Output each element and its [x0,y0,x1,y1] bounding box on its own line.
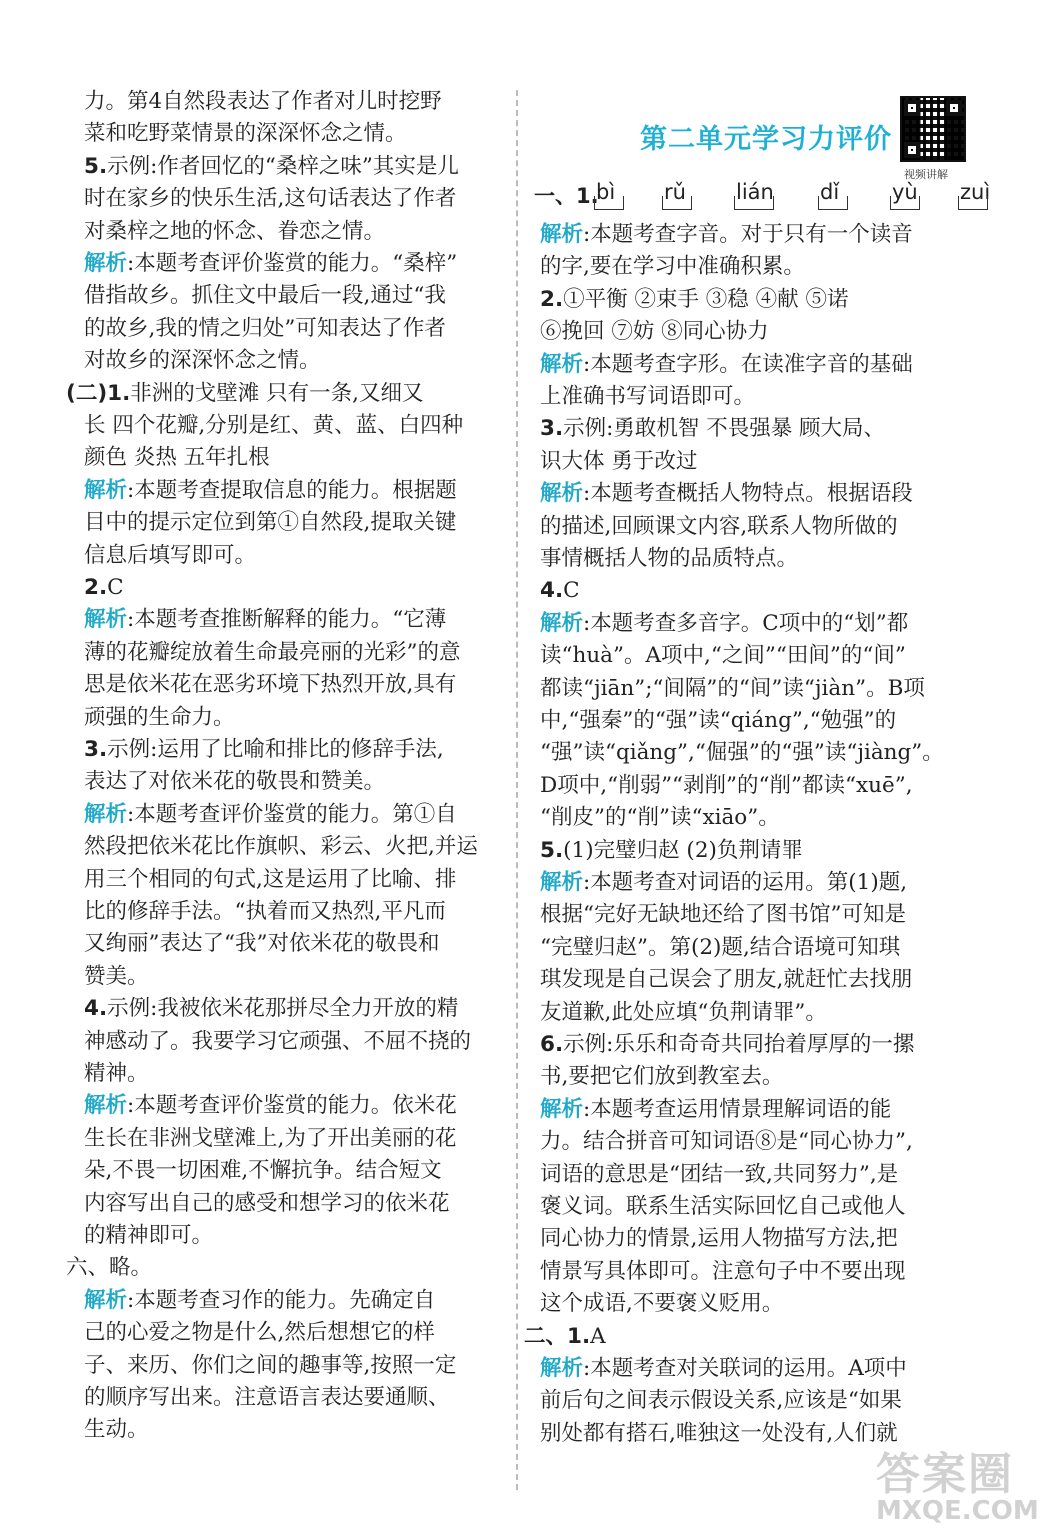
analysis-label: 解析 [540,610,584,636]
analysis-label: 解析 [84,1287,128,1313]
text-line: 情景写具体即可。注意句子中不要出现 [540,1258,906,1284]
pinyin-syllable: bì [596,180,616,204]
text-line: 褒义词。联系生活实际回忆自己或他人 [540,1194,906,1219]
pinyin-syllable: lián [736,180,774,204]
text-line: 比的修辞手法。“执着而又热烈,平凡而 [84,899,446,924]
answer-blank [734,196,774,210]
analysis-label: 解析 [540,1356,584,1381]
text-line: 3.示例:勇敢机智 不畏强暴 顾大局、 [540,416,886,442]
text-line: 信息后填写即可。 [84,542,257,568]
text-line: 薄的花瓣绽放着生命最亮丽的光彩”的意 [84,639,461,665]
text-line: 神感动了。我要学习它顽强、不屈不挠的 [84,1028,472,1054]
text-line: 生长在非洲戈壁滩上,为了开出美丽的花 [84,1125,457,1151]
analysis-label: 解析 [540,1096,584,1122]
text-line: 的顺序写出来。注意语言表达要通顺、 [84,1385,450,1410]
text-line: 的精神即可。 [84,1223,214,1248]
text-line: 思是依米花在恶劣环境下热烈开放,具有 [84,672,457,698]
text-line: 中,“强秦”的“强”读“qiáng”,“勉强”的 [540,708,897,733]
analysis-label: 解析 [84,607,128,633]
pinyin-syllable: rǔ [664,180,686,204]
text-line: 解析:本题考查字形。在读准字音的基础 [540,351,913,377]
text-line: 目中的提示定位到第①自然段,提取关键 [84,510,457,536]
text-line: 读“huà”。A项中,“之间”“田间”的“间” [540,643,906,669]
watermark-logo [876,1438,1039,1526]
answer-blank [890,196,920,210]
text-line: 词语的意思是“团结一致,共同努力”,是 [540,1161,899,1187]
text-line: 5.(1)完璧归赵 (2)负荆请罪 [540,837,803,863]
qr-corner-icon [946,100,962,116]
text-line: 又绚丽”表达了“我”对依米花的敬畏和 [84,931,440,957]
text-line: 解析:本题考查字音。对于只有一个读音 [540,222,913,247]
text-line: 解析:本题考查对关联词的运用。A项中 [540,1356,907,1381]
text-line: 生动。 [84,1417,149,1443]
text-line: 解析:本题考查多音字。C项中的“划”都 [540,610,909,636]
text-line: 根据“完好无缺地还给了图书馆”可知是 [540,902,906,928]
text-line: 解析:本题考查概括人物特点。根据语段 [540,481,913,507]
text-line: 前后句之间表示假设关系,应该是“如果 [540,1388,902,1414]
text-line: 菜和吃野菜情景的深深怀念之情。 [84,121,407,147]
text-line: ⑥挽回 ⑦妨 ⑧同心协力 [540,319,769,345]
watermark-url: MXQE.COM [876,1496,1039,1526]
answer-blank [662,196,692,210]
question-number: 3. [540,416,564,442]
text-line: 的描述,回顾课文内容,联系人物所做的 [540,513,898,539]
text-line: 子、来历、你们之间的趣事等,按照一定 [84,1352,457,1378]
text-line: 对故乡的深深怀念之情。 [84,348,321,374]
text-line: 表达了对依米花的敬畏和赞美。 [84,769,386,795]
text-line: 对桑梓之地的怀念、眷恋之情。 [84,218,386,244]
text-line: “削皮”的“削”读“xiāo”。 [540,805,780,831]
analysis-label: 解析 [540,481,584,507]
text-line: 解析:本题考查对词语的运用。第(1)题, [540,870,908,895]
text-line: 力。结合拼音可知词语⑧是“同心协力”, [540,1129,913,1155]
question-number: 4. [84,996,108,1022]
question-number: 一、1. [534,184,599,208]
text-line: “强”读“qiǎng”,“倔强”的“强”读“jiàng”。 [540,740,944,766]
text-line: 2.①平衡 ②束手 ③稳 ④献 ⑤诺 [540,286,849,312]
text-line: 3.示例:运用了比喻和排比的修辞手法, [84,737,444,762]
text-line: 解析:本题考查提取信息的能力。根据题 [84,477,457,503]
text-line: 的故乡,我的情之归处”可知表达了作者 [84,315,446,341]
text-line: 识大体 勇于改过 [540,448,698,474]
text-line: 琪发现是自己误会了朋友,就赶忙去找朋 [540,967,913,993]
text-line: 4.示例:我被依米花那拼尽全力开放的精 [84,996,459,1022]
text-line: 解析:本题考查评价鉴赏的能力。“桑梓” [84,251,458,276]
analysis-label: 解析 [540,351,584,377]
analysis-label: 解析 [540,870,584,895]
text-line: 2.C [84,575,124,600]
text-line: 同心协力的情景,运用人物描写方法,把 [540,1226,898,1252]
text-line: 借指故乡。抓住文中最后一段,通过“我 [84,283,446,309]
text-line: 别处都有搭石,唯独这一处没有,人们就 [540,1420,898,1446]
answer-blank [818,196,848,210]
column-divider [516,90,518,1490]
text-line: 6.示例:乐乐和奇奇共同抬着厚厚的一摞 [540,1032,915,1057]
text-line: 解析:本题考查运用情景理解词语的能 [540,1096,892,1122]
text-line: “完璧归赵”。第(2)题,结合语境可知琪 [540,934,901,960]
text-line: D项中,“削弱”“剥削”的“削”都读“xuē”, [540,772,913,798]
text-line: 长 四个花瓣,分别是红、黄、蓝、白四种 [84,413,464,438]
text-line: 的字,要在学习中准确积累。 [540,254,805,280]
pinyin-syllable: yù [892,180,918,204]
text-line: 友道歉,此处应填“负荆请罪”。 [540,999,827,1025]
question-number: 2. [540,286,564,312]
question-number: 6. [540,1032,564,1057]
text-line: 5.示例:作者回忆的“桑梓之味”其实是儿 [84,153,459,179]
question-number: (二)1. [66,380,131,406]
text-line: 事情概括人物的品质特点。 [540,546,799,571]
pinyin-syllable: dǐ [820,180,840,204]
analysis-label: 解析 [540,222,584,247]
text-line: 书,要把它们放到教室去。 [540,1064,784,1090]
question-number: 2. [84,575,108,600]
text-line: 然段把依米花比作旗帜、彩云、火把,并运 [84,834,478,860]
watermark-text: 答案圈 [876,1449,1014,1500]
text-line: 解析:本题考查评价鉴赏的能力。依米花 [84,1093,457,1119]
question-number: 二、1. [524,1323,591,1349]
text-line: 顽强的生命力。 [84,704,235,730]
text-line: 都读“jiān”;“间隔”的“间”读“jiàn”。B项 [540,675,925,701]
text-line: 解析:本题考查习作的能力。先确定自 [84,1287,436,1313]
analysis-label: 解析 [84,801,128,827]
text-line: 二、1.A [524,1323,606,1349]
text-line: 朵,不畏一切困难,不懈抗争。结合短文 [84,1158,442,1184]
answer-blank [594,196,624,210]
qr-corner-icon [904,142,920,158]
qr-code-icon[interactable] [900,96,966,162]
pinyin-syllable: zuì [960,180,991,204]
text-line: 这个成语,不要褒义贬用。 [540,1291,784,1317]
text-line: 己的心爱之物是什么,然后想想它的样 [84,1320,435,1346]
question-number: 3. [84,737,108,762]
text-line: 用三个相同的句式,这是运用了比喻、排 [84,866,457,892]
text-line: 上准确书写词语即可。 [540,384,756,409]
text-line: 解析:本题考查推断解释的能力。“它薄 [84,607,447,633]
section-title: 第二单元学习力评价 [640,124,892,155]
question-number: 5. [84,153,108,179]
text-line: 精神。 [84,1061,149,1086]
question-number: 4. [540,578,564,604]
text-line: 力。第4自然段表达了作者对儿时挖野 [84,89,442,114]
analysis-label: 解析 [84,251,128,276]
analysis-label: 解析 [84,1093,128,1119]
qr-caption: 视频讲解 [904,168,948,181]
text-line: 六、略。 [66,1255,153,1281]
text-line: 赞美。 [84,963,149,989]
text-line: 内容写出自己的感受和想学习的依米花 [84,1190,450,1216]
answer-blank [958,196,988,210]
text-line: 颜色 炎热 五年扎根 [84,445,270,471]
analysis-label: 解析 [84,477,128,503]
question-number: 5. [540,837,564,863]
text-line: 解析:本题考查评价鉴赏的能力。第①自 [84,801,457,827]
text-line: 4.C [540,578,580,604]
qr-corner-icon [904,100,920,116]
text-line: (二)1.非洲的戈壁滩 只有一条,又细又 [66,380,424,406]
text-line: 时在家乡的快乐生活,这句话表达了作者 [84,186,457,212]
